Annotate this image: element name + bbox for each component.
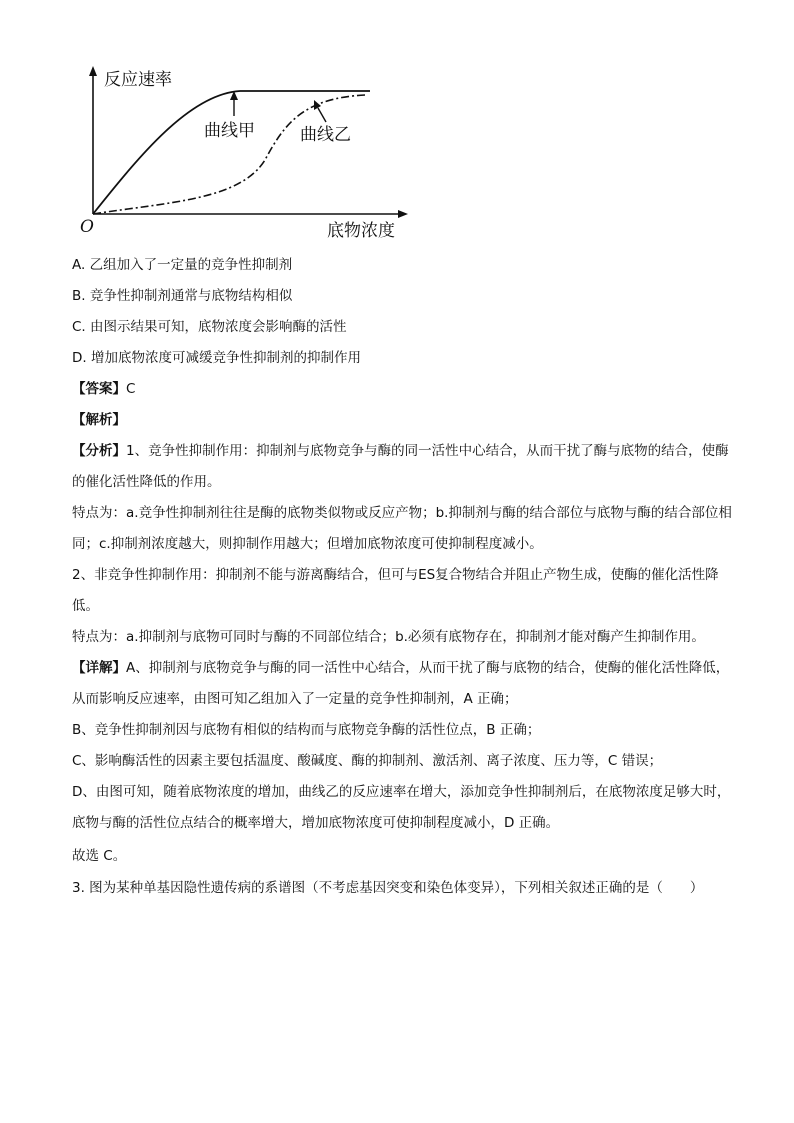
- curve-b: [93, 95, 365, 214]
- analysis-p1-text: 1、竞争性抑制作用：抑制剂与底物竞争与酶的同一活性中心结合，从而干扰了酶与底物的结合，使酶的催化活性降低的作用。: [72, 443, 729, 490]
- x-axis-label: 底物浓度: [327, 221, 395, 241]
- detail-b: B、竞争性抑制剂因与底物有相似的结构而与底物竞争酶的活性位点，B 正确；: [72, 722, 541, 738]
- option-text: 由图示结果可知，底物浓度会影响酶的活性: [90, 319, 347, 335]
- origin-label: O: [80, 217, 94, 237]
- curve-a-label: 曲线甲: [204, 121, 255, 141]
- option-text: 增加底物浓度可减缓竞争性抑制剂的抑制作用: [90, 350, 361, 366]
- detail-a-text: A、抑制剂与底物竞争与酶的同一活性中心结合，从而干扰了酶与底物的结合，使酶的催化活性降低，从而影响反应速率，由图可知乙组加入了一定量的竞争性抑制剂，A 正确；: [72, 660, 730, 707]
- answer-value: C: [126, 381, 136, 397]
- detail-c: C、影响酶活性的因素主要包括温度、酸碱度、酶的抑制剂、激活剂、离子浓度、压力等，C 错误；: [72, 753, 663, 769]
- analysis-sub-tag: 【分析】: [72, 443, 126, 459]
- figure-svg: [80, 60, 420, 245]
- analysis-p2: 特点为：a.竞争性抑制剂往往是酶的底物类似物或反应产物；b.抑制剂与酶的结合部位与底物与酶的结合部位相同；c.抑制剂浓度越大，则抑制作用越大；但增加底物浓度可使抑制程度减小。: [72, 505, 732, 552]
- option-letter: B.: [72, 288, 86, 304]
- curve-b-label: 曲线乙: [300, 125, 351, 145]
- analysis-heading: [72, 410, 126, 430]
- y-axis-label: 反应速率: [104, 70, 172, 90]
- curve-a: [93, 91, 370, 214]
- option-letter: C.: [72, 319, 86, 335]
- option-a: [72, 255, 292, 275]
- analysis-p4: 特点为：a.抑制剂与底物可同时与酶的不同部位结合；b.必须有底物存在，抑制剂才能对酶产生抑制作用。: [72, 629, 705, 645]
- conclusion: 故选 C。: [72, 848, 127, 864]
- option-letter: A.: [72, 257, 86, 273]
- analysis-tag: 【解析】: [72, 412, 126, 428]
- curve-b-pointer: [318, 108, 326, 122]
- next-question: 3. 图为某种单基因隐性遗传病的系谱图（不考虑基因突变和染色体变异），下列相关叙述正确的是（ ）: [72, 880, 704, 896]
- detail-tag: 【详解】: [72, 660, 126, 676]
- x-axis-arrow: [398, 210, 408, 218]
- detail-a: [72, 653, 740, 715]
- answer-tag: 【答案】: [72, 381, 126, 397]
- option-d: [72, 348, 361, 368]
- option-letter: D.: [72, 350, 87, 366]
- option-b: [72, 286, 292, 306]
- detail-d: D、由图可知，随着底物浓度的增加，曲线乙的反应速率在增大，添加竞争性抑制剂后，在底物浓度足够大时，底物与酶的活性位点结合的概率增大，增加底物浓度可使抑制程度减小，D 正确。: [72, 784, 731, 831]
- analysis-p3: 2、非竞争性抑制作用：抑制剂不能与游离酶结合，但可与ES复合物结合并阻止产物生成，使酶的催化活性降低。: [72, 567, 719, 614]
- answer-line: [72, 379, 135, 399]
- analysis-p1: [72, 436, 740, 498]
- option-text: 乙组加入了一定量的竞争性抑制剂: [89, 257, 293, 273]
- option-c: [72, 317, 347, 337]
- enzyme-rate-figure: [80, 60, 420, 245]
- option-text: 竞争性抑制剂通常与底物结构相似: [89, 288, 293, 304]
- y-axis-arrow: [89, 66, 97, 76]
